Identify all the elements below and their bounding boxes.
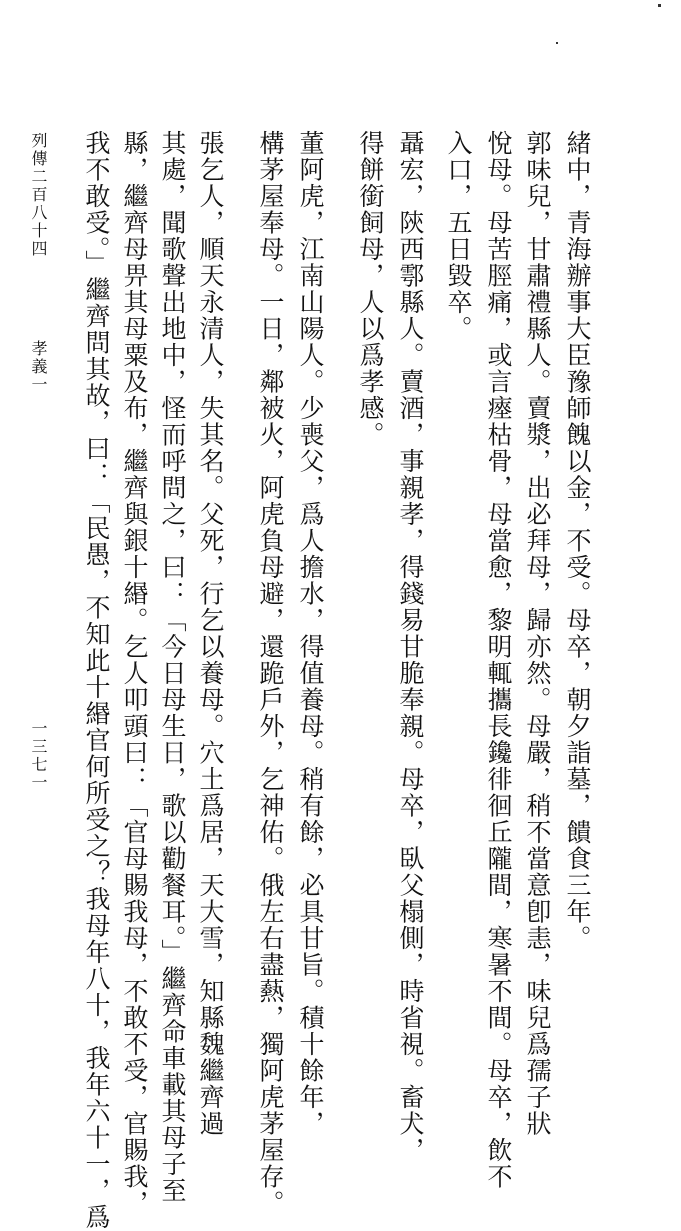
text-column-1: 緒中，青海辦事大臣豫師餽以金，不受。母卒，朝夕詣墓，饋食三年。 bbox=[563, 130, 592, 952]
chapter-label: 列傳二百八十四 bbox=[29, 132, 48, 258]
text-column-3: 悅母。母苦脛痛，或言瘞枯骨，母當愈，黎明輒攜長鑱徘徊丘隴間，寒暑不間。母卒，飲不 bbox=[484, 130, 513, 1190]
text-column-6: 得餅銜飼母，人以爲孝感。 bbox=[356, 130, 385, 448]
scan-speck bbox=[556, 42, 558, 44]
text-column-7: 董阿虎，江南山陽人。少喪父，爲人擔水，得值養母。稍有餘，必具甘旨。積十餘年， bbox=[296, 130, 325, 1137]
text-column-4: 入口，五日毀卒。 bbox=[444, 130, 473, 342]
text-column-5: 聶宏，陝西鄠縣人。賣酒，事親孝，得錢易甘脆奉親。母卒，臥父榻側，時省視。畜犬， bbox=[396, 130, 425, 1164]
section-label: 孝義一 bbox=[29, 340, 48, 394]
page-number: 一三七一 bbox=[29, 720, 48, 792]
text-column-9: 張乞人，順天永清人，失其名。父死，行乞以養母。穴土爲居，天大雪，知縣魏繼齊過 bbox=[196, 130, 225, 1137]
text-column-11: 縣，繼齊母畀其母粟及布，繼齊與銀十緡。乞人叩頭曰：「官母賜我母，不敢不受，官賜我， bbox=[120, 130, 149, 1217]
scan-speck bbox=[658, 4, 661, 7]
text-column-8: 構茅屋奉母。一日，鄰被火，阿虎負母避，還跪戶外，乞神佑。俄左右盡爇，獨阿虎茅屋存。 bbox=[256, 130, 285, 1217]
text-column-10: 其處，聞歌聲出地中，怪而呼問之，曰：「今日母生日，歌以勸餐耳。」繼齊命車載其母子至 bbox=[158, 130, 187, 1204]
text-column-12: 我不敢受。」繼齊問其故，曰：「民愚，不知此十緡官何所受之？我母年八十，我年六十一，爲 bbox=[82, 130, 111, 1231]
text-column-2: 郭味兒，甘肅禮縣人。賣漿，出必拜母，歸亦然。母嚴，稍不當意卽恚，味兒爲孺子狀 bbox=[523, 130, 552, 1137]
